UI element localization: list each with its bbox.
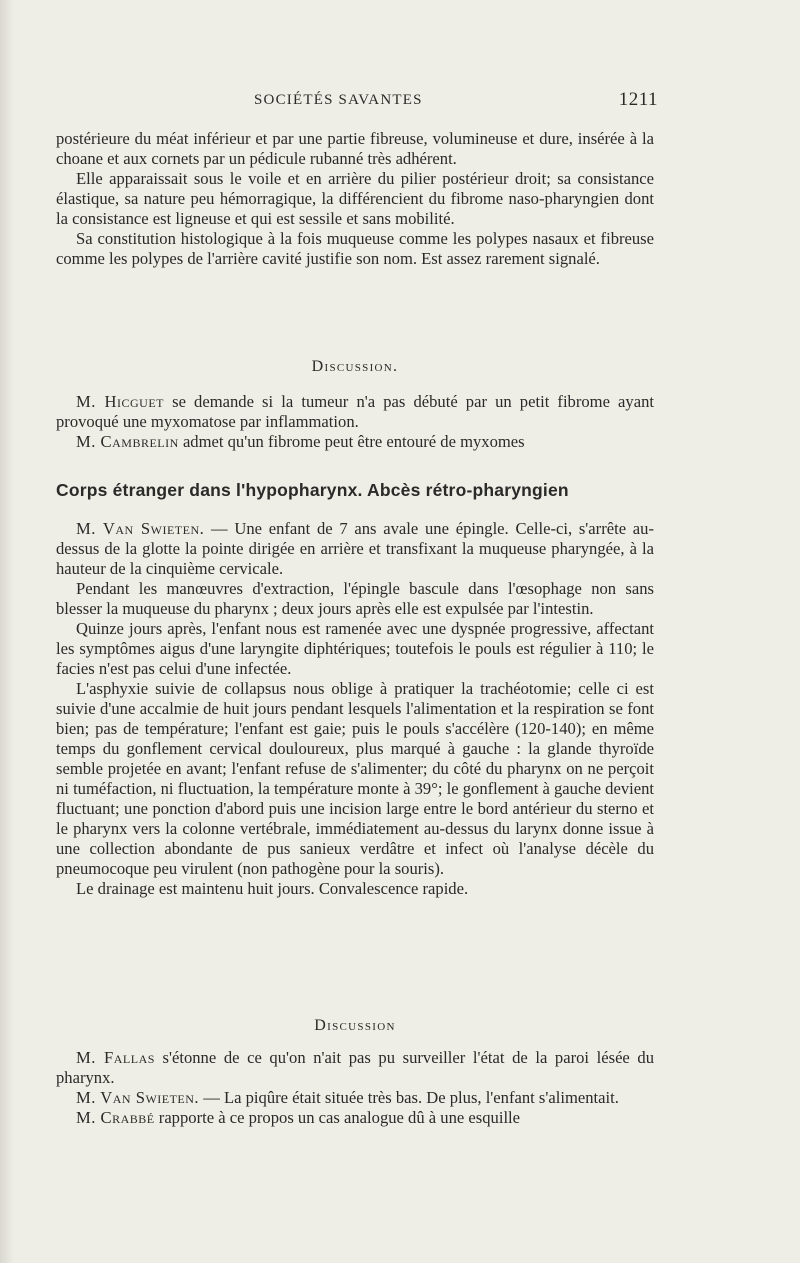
page-number: 1211 <box>618 89 658 110</box>
paragraph-text: — Une enfant de 7 ans avale une épingle. Celle-ci, s'arrête au-dessus de la glotte la pointe dirigée en arrière et transfixant la muqueuse pharyngée, à la hauteur de la cinquième cervicale. <box>56 519 654 578</box>
discussion-remark <box>56 1088 654 1108</box>
section-title: Corps étranger dans l'hypopharynx. Abcès rétro-pharyngien <box>56 480 569 500</box>
page-header <box>58 90 658 114</box>
case-description-block <box>56 129 654 269</box>
paragraph <box>56 519 654 579</box>
remark-text: s'étonne de ce qu'on n'ait pas pu surveiller l'état de la paroi lésée du pharynx. <box>56 1048 654 1087</box>
speaker-name: M. Cambrelin <box>76 432 179 451</box>
paragraph: Pendant les manœuvres d'extraction, l'épingle bascule dans l'œsophage non sans blesser la muqueuse du pharynx ; deux jours après elle est expulsée par l'intestin. <box>56 579 654 618</box>
discussion-block <box>56 1048 654 1128</box>
remark-text: se demande si la tumeur n'a pas débuté par un petit fibrome ayant provoqué une myxomatose par inflammation. <box>56 392 654 431</box>
paragraph: Elle apparaissait sous le voile et en arrière du pilier postérieur droit; sa consistance élastique, sa nature peu hémorragique, la différencient du fibrome naso-pharyngien dont la consistance est ligneuse et qui est sessile et sans mobilité. <box>56 169 654 228</box>
paragraph: postérieure du méat inférieur et par une partie fibreuse, volumineuse et dure, insérée à la choane et aux cornets par un pédicule rubanné très adhérent. <box>56 129 654 168</box>
discussion-remark <box>56 1048 654 1088</box>
paragraph: Sa constitution histologique à la fois muqueuse comme les polypes nasaux et fibreuse comme les polypes de l'arrière cavité justifie son nom. Est assez rarement signalé. <box>56 229 654 268</box>
discussion-remark <box>56 1108 654 1128</box>
remark-text: admet qu'un fibrome peut être entouré de myxomes <box>178 432 525 451</box>
paragraph: Quinze jours après, l'enfant nous est ramenée avec une dyspnée progressive, affectant les symptômes aigus d'une laryngite diphtériques; toutefois le pouls est régulier à 110; le facies n'est pas celui d'une infectée. <box>56 619 654 678</box>
discussion-heading: Discussion. <box>311 358 399 375</box>
discussion-remark <box>56 392 654 432</box>
discussion-block <box>56 392 654 452</box>
speaker-name: M. Fallas <box>76 1048 155 1067</box>
discussion-heading: Discussion <box>314 1017 396 1034</box>
speaker-name: M. Van Swieten. <box>76 519 205 538</box>
speaker-name: M. Hicguet <box>76 392 164 411</box>
remark-text: — La piqûre était située très bas. De plus, l'enfant s'alimentait. <box>199 1088 619 1107</box>
case-report-block <box>56 519 654 899</box>
remark-text: rapporte à ce propos un cas analogue dû à une esquille <box>154 1108 521 1127</box>
speaker-name: M. Van Swieten. <box>76 1088 200 1107</box>
speaker-name: M. Crabbé <box>76 1108 155 1127</box>
running-title: SOCIÉTÉS SAVANTES <box>254 92 423 108</box>
paragraph: L'asphyxie suivie de collapsus nous oblige à pratiquer la trachéotomie; celle ci est suivie d'une accalmie de huit jours pendant lesquels l'alimentation et la respiration se font bien; pas de température; l'enfant est gaie; puis le pouls s'accélère (120-140); en même temps du gonflement cervical douloureux, plus marqué à gauche : la glande thyroïde semble projetée en avant; l'enfant refuse de s'alimenter; du côté du pharynx on ne perçoit ni tuméfaction, ni fluctuation, la température monte à 39°; le gonflement à gauche devient fluctuant; une ponction d'abord puis une incision large entre le bord antérieur du sterno et le pharynx vers la colonne vertébrale, immédiatement au-dessus du larynx donne issue à une collection abondante de pus sanieux verdâtre et infect où l'analyse décèle du pneumocoque peu virulent (non pathogène pour la souris). <box>56 679 654 878</box>
discussion-remark <box>56 432 654 452</box>
paragraph: Le drainage est maintenu huit jours. Convalescence rapide. <box>76 879 469 898</box>
